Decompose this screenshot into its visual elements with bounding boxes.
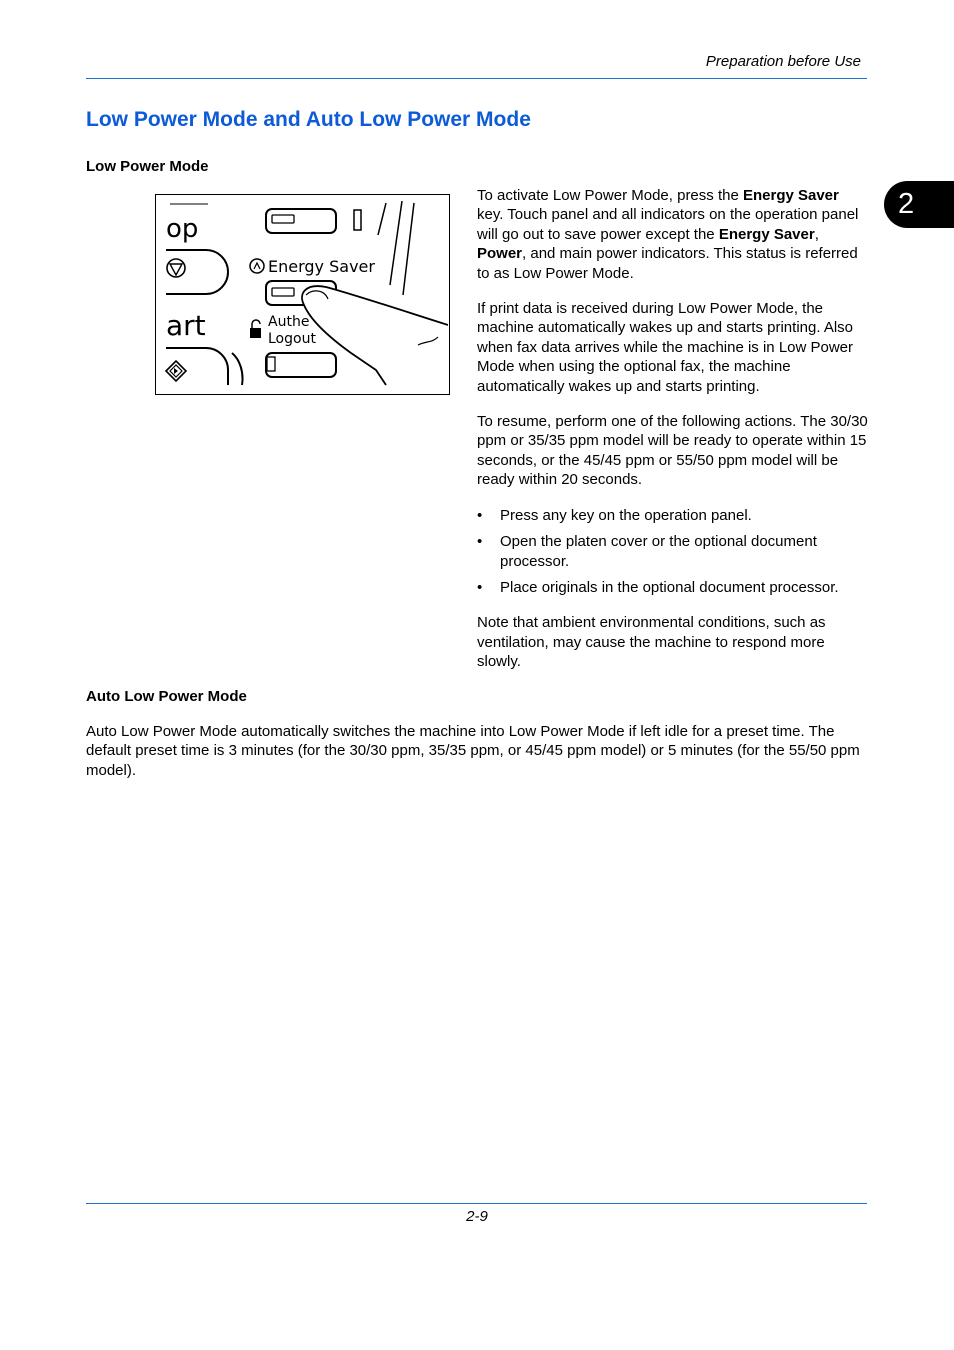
- footer-rule: [86, 1203, 867, 1204]
- bullet: •: [477, 533, 483, 551]
- energy-saver-label: Energy Saver: [268, 257, 375, 276]
- stop-label: op: [166, 214, 199, 244]
- text-run: To activate Low Power Mode, press the: [477, 187, 743, 204]
- text-run: , and main power indicators. This status is referred to as Low Power Mode.: [477, 245, 858, 282]
- authentication-label: Authe: [268, 314, 310, 330]
- bullet: •: [477, 578, 483, 596]
- key-name-energy-saver: Energy Saver: [718, 225, 815, 243]
- list-item-text: Open the platen cover or the optional document processor.: [500, 533, 817, 570]
- auto-low-power-heading: Auto Low Power Mode: [86, 688, 247, 705]
- list-item-text: Press any key on the operation panel.: [500, 506, 752, 524]
- paragraph-print-data: If print data is received during Low Power Mode, the machine automatically wakes up and starts printing. Also when fax data arrives while the machine is in Low Power Mode when using the optional fax, the machine automatically wakes up and starts printing.: [477, 300, 854, 395]
- logout-key: [266, 353, 336, 377]
- low-power-body: [477, 186, 869, 688]
- start-label: art: [166, 309, 206, 342]
- running-header: Preparation before Use: [705, 53, 861, 70]
- list-item: [477, 506, 869, 525]
- stop-key: [166, 250, 228, 294]
- auto-low-power-body: Auto Low Power Mode automatically switches the machine into Low Power Mode if left idle for a preset time. The default preset time is 3 minutes (for the 30/30 ppm, 35/35 ppm, or 45/45 ppm model) or 5 minutes (for the 55/50 ppm model).: [86, 723, 860, 779]
- list-item: [477, 578, 869, 597]
- logout-label: Logout: [268, 331, 316, 347]
- start-key: [166, 348, 243, 385]
- operation-panel-illustration: [155, 194, 450, 395]
- list-item-text: Place originals in the optional document processor.: [500, 578, 839, 596]
- header-rule: [86, 78, 867, 79]
- list-item: [477, 532, 869, 571]
- paragraph-resume: To resume, perform one of the following actions. The 30/30 ppm or 35/35 ppm model will be ready to operate within 15 seconds, or the 45/45 ppm or 55/50 ppm model will be ready within 20 seconds.: [477, 413, 868, 489]
- page-number: 2-9: [466, 1208, 488, 1225]
- resume-actions-list: [477, 506, 869, 598]
- chapter-number: 2: [898, 188, 915, 220]
- pressing-finger: [302, 286, 448, 385]
- key-name-energy-saver: Energy Saver: [742, 187, 839, 204]
- key-name-power: Power: [477, 245, 523, 263]
- bullet: •: [477, 506, 483, 524]
- paragraph-note: Note that ambient environmental conditions, such as ventilation, may cause the machine to respond more slowly.: [477, 614, 826, 671]
- text-run: ,: [814, 225, 819, 243]
- text-run: key. Touch panel and all indicators on the operation panel will go out to save power except the: [477, 206, 859, 243]
- chapter-tab: [884, 181, 954, 228]
- section-title: Low Power Mode and Auto Low Power Mode: [86, 108, 531, 131]
- low-power-heading: Low Power Mode: [86, 158, 209, 175]
- top-key: [266, 209, 336, 233]
- indicator-lamp: [354, 210, 361, 230]
- energy-saver-icon: [250, 259, 264, 273]
- paragraph-activate: [477, 186, 869, 283]
- lock-icon: [250, 320, 261, 338]
